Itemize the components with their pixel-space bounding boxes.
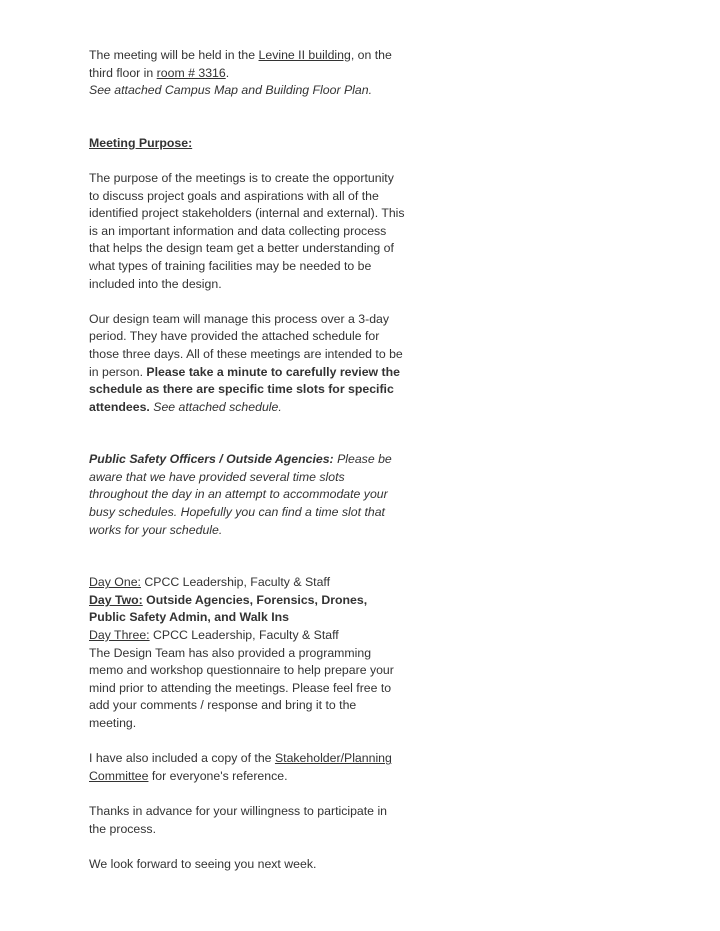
- email-body: [89, 47, 405, 873]
- committee-text-start: I have also included a copy of the: [89, 751, 275, 766]
- committee-text-end: for everyone's reference.: [148, 768, 288, 783]
- meeting-purpose-heading: Meeting Purpose:: [89, 135, 193, 150]
- location-text-start: The meeting will be held in the: [89, 48, 259, 62]
- building-link[interactable]: Levine II building: [258, 48, 351, 62]
- public-safety-paragraph: [89, 451, 405, 539]
- stakeholder-committee-link[interactable]: Stakeholder/Planning Committee: [89, 751, 392, 783]
- day-three-text: CPCC Leadership, Faculty & Staff: [149, 628, 339, 643]
- location-text-middle: , on the third floor in: [89, 48, 392, 80]
- process-paragraph: [89, 311, 405, 417]
- public-safety-heading: Public Safety Officers / Outside Agencies:: [89, 452, 334, 467]
- day-one-label: Day One:: [89, 575, 141, 590]
- committee-paragraph: [89, 750, 405, 785]
- day-three-label: Day Three:: [89, 628, 150, 643]
- location-note: See attached Campus Map and Building Floor Plan.: [89, 83, 372, 98]
- day-two-text: Outside Agencies, Forensics, Drones, Public Safety Admin, and Walk Ins: [89, 592, 368, 625]
- location-text-end: .: [225, 65, 230, 80]
- purpose-paragraph: The purpose of the meetings is to create the opportunity to discuss project goals and aspirations with all of the identified project stakeholders (internal and external). This is an important information and data collecting process that helps the design team get a better understanding of what types of training facilities may be needed to be included into the design.: [89, 170, 405, 291]
- room-link[interactable]: room # 3316: [156, 65, 226, 80]
- public-safety-text: Please be aware that we have provided several time slots throughout the day in an attempt to accommodate your busy schedules. Hopefully you can find a time slot that works for your schedule.: [89, 452, 392, 537]
- location-paragraph: [89, 47, 405, 82]
- day-two-label: Day Two:: [89, 592, 143, 607]
- day-one-line: [89, 574, 405, 592]
- review-schedule-emphasis: Please take a minute to carefully review the schedule as there are specific time slots for specific attendees.: [89, 364, 400, 414]
- thanks-paragraph: Thanks in advance for your willingness to participate in the process.: [89, 803, 388, 836]
- process-text: Our design team will manage this process over a 3-day period. They have provided the attached schedule for those three days. All of these meetings are intended to be in person.: [89, 311, 403, 379]
- closing-paragraph: We look forward to seeing you next week.: [89, 856, 317, 871]
- memo-paragraph: The Design Team has also provided a programming memo and workshop questionnaire to help prepare your mind prior to attending the meetings. Please feel free to add your comments / response and bring it to the meeting.: [89, 645, 394, 730]
- schedule-note: See attached schedule.: [149, 399, 282, 414]
- day-two-line: [89, 592, 405, 627]
- day-one-text: CPCC Leadership, Faculty & Staff: [140, 575, 331, 590]
- day-three-line: [89, 627, 405, 645]
